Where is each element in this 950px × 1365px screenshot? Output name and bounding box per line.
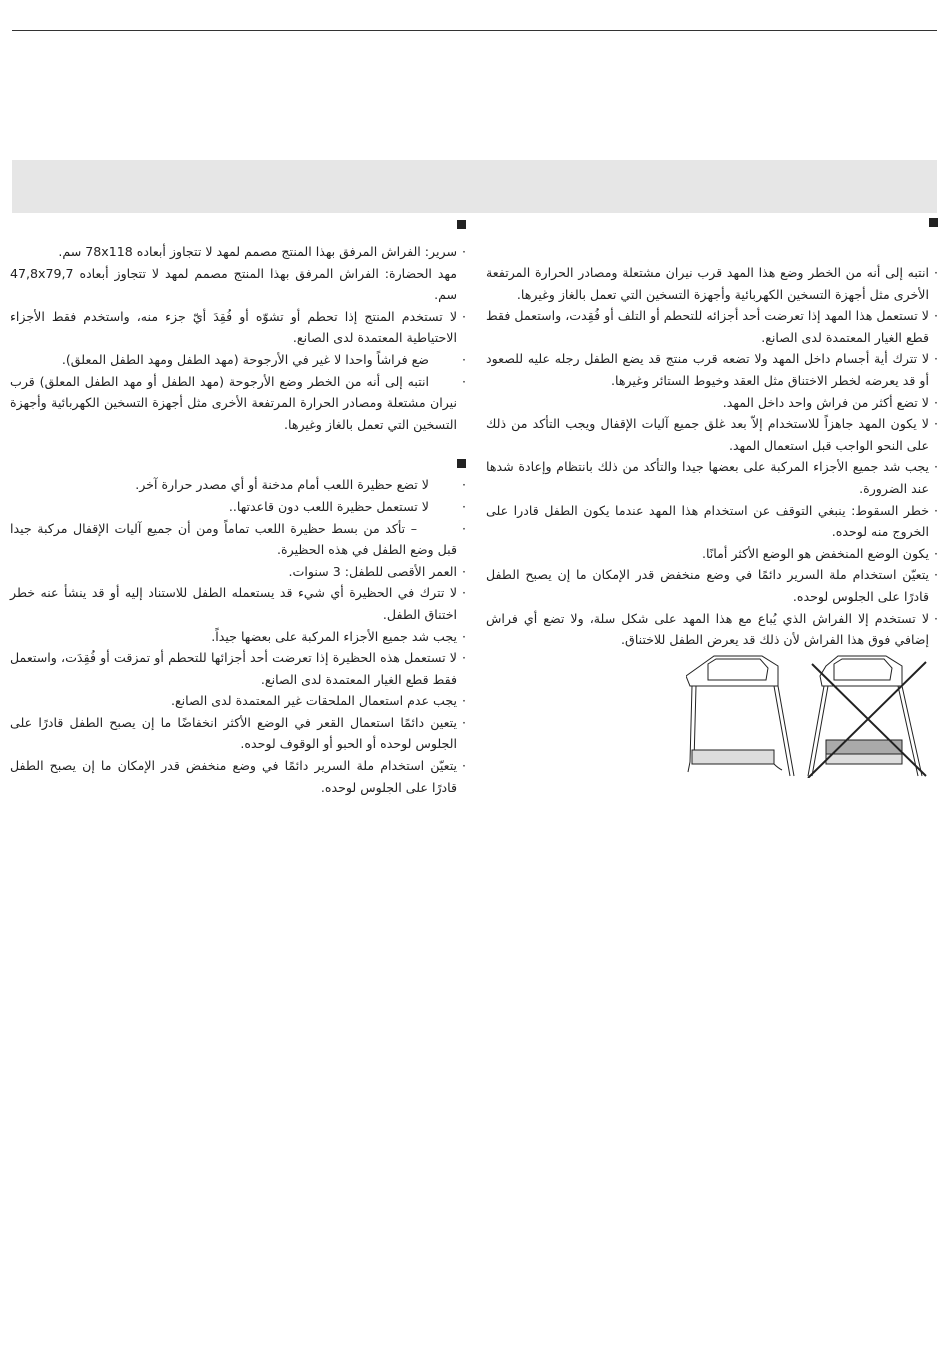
item-text: · لا تضع حظيرة اللعب أمام مدخنة أو أي مصدر حرارة آخر. xyxy=(135,477,429,493)
item-text: خطر السقوط: ينبغي التوقف عن استخدام هذا المهد عندما يكون الطفل قادرا على الخروج منه لوحده. xyxy=(486,502,929,540)
list-item xyxy=(10,626,466,648)
list-item xyxy=(486,543,938,565)
list-item xyxy=(10,241,466,306)
item-text: لا تستخدم المنتج إذا تحطم أو تشوّه أو فُقِدَ أيّ جزء منه، واستخدم فقط الأجزاء الاحتياطية المعتمدة لدى الصانع. xyxy=(10,308,457,346)
list-item xyxy=(10,496,466,518)
list-item xyxy=(10,690,466,712)
item-text: لا تترك أية أجسام داخل المهد ولا تضعه قرب منتج قد يضع الطفل رجله عليه للصعود أو قد يعرضه لخطر الاختناق مثل العقد وخيوط الستائر وغيرها. xyxy=(486,351,929,388)
section-marker-icon xyxy=(457,220,466,229)
item-text: · لا تستخدم إلا الفراش الذي يُباع مع هذا المهد على شكل سلة، ولا تضع أي فراش إضافي فوق هذا الفراش لأن ذلك قد يعرض الطفل للاختناق. xyxy=(486,610,929,648)
list-item xyxy=(10,712,466,755)
item-text: · سرير: الفراش المرفق بهذا المنتج مصمم لمهد لا تتجاوز أبعاده 78x118 سم. xyxy=(58,244,457,259)
item-text: يتعين دائمًا استعمال القعر في الوضع الأكثر انخفاضًا ما إن يصبح الطفل قادرًا على الجلوس لوحده أو الحبو أو الوقوف لوحده. xyxy=(10,714,457,752)
list-item xyxy=(486,456,938,499)
list-item xyxy=(10,474,466,496)
list-item xyxy=(486,564,938,607)
list-item xyxy=(10,755,466,798)
list-item xyxy=(10,561,466,583)
list-item xyxy=(10,647,466,690)
list-item xyxy=(486,608,938,651)
list-item xyxy=(486,500,938,543)
item-text: · ضع فراشاً واحدا لا غير في الأرجوحة (مهد الطفل ومهد الطفل المعلق). xyxy=(61,351,429,367)
item-text: لا تضع أكثر من فراش واحد داخل المهد. xyxy=(722,394,929,410)
item-text: · انتبه إلى أنه من الخطر وضع الأرجوحة (مهد الطفل أو مهد الطفل المعلق) قرب نيران مشتعلة ومصادر الحرارة المرتفعة الأخرى مثل أجهزة التسخين الكهربائية وأجهزة التسخين التي تعمل بالغاز وغيرها. xyxy=(10,373,457,432)
item-text: لا تترك في الحظيرة أي شيء قد يستعمله الطفل للاستناد إليه أو قد ينشأ عنه خطر اختناق الطفل. xyxy=(10,585,457,622)
header-band xyxy=(12,160,937,213)
correct-bassinet-icon xyxy=(686,656,794,776)
section-marker-icon xyxy=(929,218,938,227)
list-item xyxy=(486,392,938,414)
item-text: لا تستعمل هذه الحظيرة إذا تعرضت أحد أجزائها للتحطم أو تمزقت أو فُقِدَت، واستعمل فقط قطع الغيار المعتمدة لدى الصانع. xyxy=(10,650,457,687)
incorrect-bassinet-icon xyxy=(808,656,926,778)
list-item xyxy=(486,262,938,305)
item-text: مهد الحضارة: الفراش المرفق بهذا المنتج مصمم لمهد لا تتجاوز أبعاده 47,8x79,7 سم. xyxy=(10,265,457,303)
list-item xyxy=(10,582,466,625)
right-column xyxy=(486,218,938,651)
list-item xyxy=(486,305,938,348)
item-text: يجب شد جميع الأجزاء المركبة على بعضها جيداً. xyxy=(211,628,457,644)
bassinet-illustration xyxy=(686,652,936,778)
item-text: يتعيّن استخدام ملة السرير دائمًا في وضع منخفض قدر الإمكان ما إن يصبح الطفل قادرًا على الجلوس لوحده. xyxy=(10,758,457,795)
list-item xyxy=(486,348,938,391)
item-text: يتعيّن استخدام ملة السرير دائمًا في وضع منخفض قدر الإمكان ما إن يصبح الطفل قادرًا على الجلوس لوحده. xyxy=(486,567,929,604)
list-item xyxy=(10,518,466,561)
list-item xyxy=(10,306,466,349)
list-item xyxy=(10,371,466,436)
left-column xyxy=(10,220,466,798)
item-text: لا يكون المهد جاهزاً للاستخدام إلاّ بعد غلق جميع آليات الإقفال ويجب التأكد من ذلك على النحو الواجب قبل استعمال المهد. xyxy=(486,416,929,453)
item-text: انتبه إلى أنه من الخطر وضع هذا المهد قرب نيران مشتعلة ومصادر الحرارة المرتفعة الأخرى مثل أجهزة التسخين الكهربائية وأجهزة التسخين التي تعمل بالغاز وغيرها. xyxy=(486,265,929,302)
list-item xyxy=(486,413,938,456)
list-item xyxy=(10,349,466,371)
section-marker-icon xyxy=(457,459,466,468)
item-text: العمر الأقصى للطفل: 3 سنوات. xyxy=(288,563,457,579)
item-text: · لا تستعمل حظيرة اللعب دون قاعدتها.. xyxy=(228,498,429,514)
item-text: يكون الوضع المنخفض هو الوضع الأكثر أمانًا. xyxy=(701,545,929,561)
item-text: يجب شد جميع الأجزاء المركبة على بعضها جيدا والتأكد من ذلك بانتظام وإعادة شدها عند الضرورة. xyxy=(486,459,929,496)
item-text: يجب عدم استعمال الملحقات غير المعتمدة لدى الصانع. xyxy=(170,693,457,709)
top-rule xyxy=(12,30,937,31)
item-text: · – تأكد من بسط حظيرة اللعب تماماً ومن أن جميع آليات الإقفال مركبة جيدا قبل وضع الطفل في هذه الحظيرة. xyxy=(10,520,457,558)
item-text: لا تستعمل هذا المهد إذا تعرضت أحد أجزائه للتحطم أو التلف أو فُقِدت، واستعمل فقط قطع الغيار المعتمدة لدى الصانع. xyxy=(486,308,929,345)
